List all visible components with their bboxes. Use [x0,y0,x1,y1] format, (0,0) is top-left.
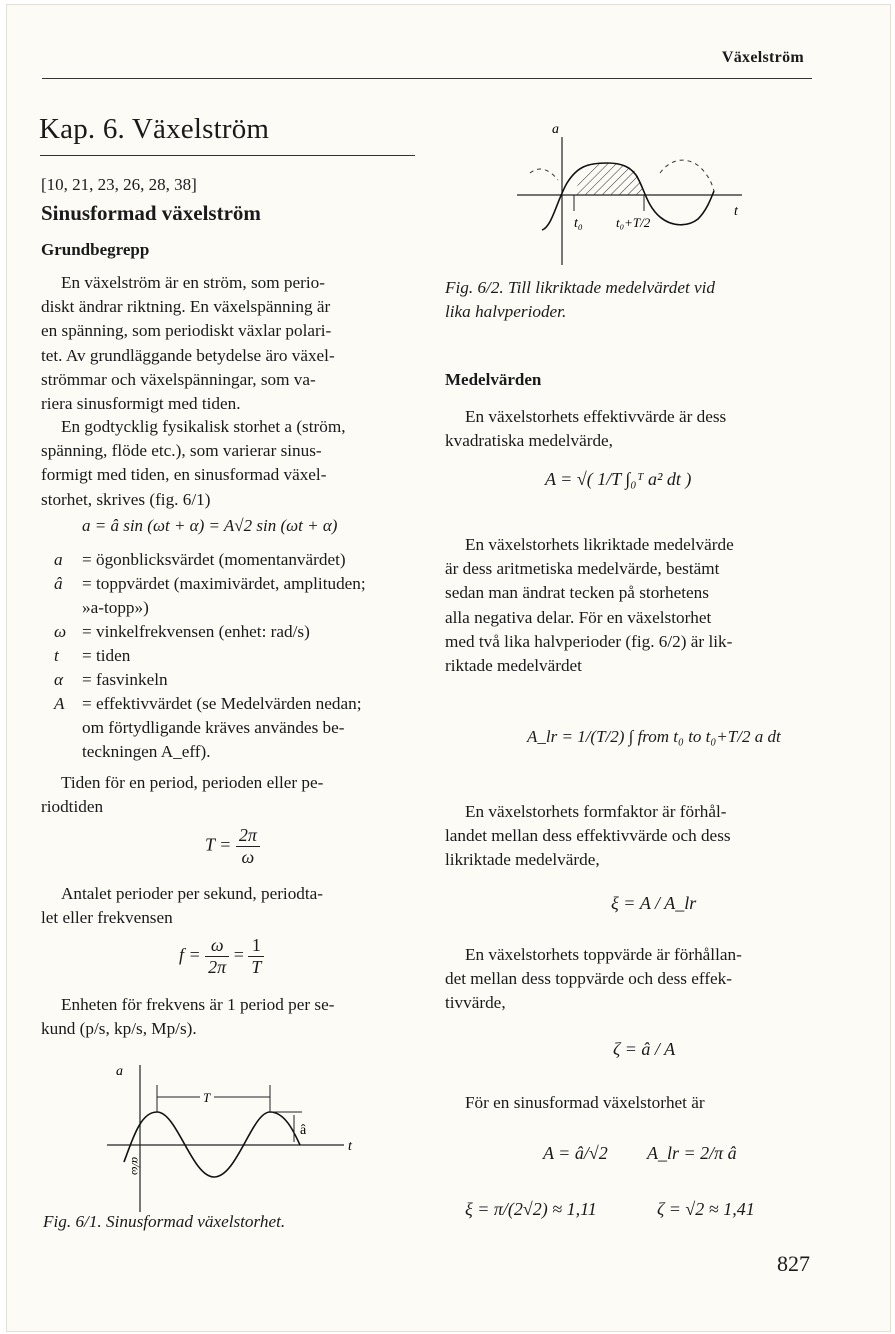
text-line: med två lika halvperioder (fig. 6/2) är lik- [445,631,733,651]
figure-sine-wave [102,1057,372,1212]
text-line: tivvärde, [445,993,506,1013]
references: [10, 21, 23, 26, 28, 38] [41,175,197,194]
formula-main: a = â sin (ωt + α) = A√2 sin (ωt + α) [82,516,338,535]
text-line: En växelstorhets effektivvärde är dess [465,407,727,426]
paragraph-quantity [41,415,413,512]
text-line: En växelstorhets toppvärde är förhållan- [465,945,742,964]
text-line: kund (p/s, kp/s, Mp/s). [41,1019,197,1039]
formula-rectified: A_lr = 1/(T/2) ∫ from t₀ to t₀+T/2 a dt [527,727,781,746]
fig2-hatched-area [574,163,644,195]
paragraph-form-factor [445,800,813,873]
header-rule [42,78,812,79]
subsection-heading: Grundbegrepp [41,240,150,259]
text-line: landet mellan dess effektivvärde och dess [445,826,731,846]
fig2-caption [445,276,825,324]
running-header: Växelström [721,49,804,66]
formula-crest-factor: ζ = â / A [613,1039,676,1059]
formula-form-factor: ξ = A / A_lr [611,893,697,913]
fig1-label-a: a [116,1064,123,1079]
page-number: 827 [777,1251,810,1276]
text-line: strömmar och växelspänningar, som va- [41,369,316,389]
paragraph-unit [41,993,413,1041]
glossary-row: â = toppvärdet (maximivärdet, amplituden; [54,574,366,593]
glossary-row: om förtydligande kräves användes be- [82,718,345,737]
fig2-label-t: t [734,204,738,219]
text-line: Enheten för frekvens är 1 period per se- [61,995,335,1014]
text-line: En växelstorhets formfaktor är förhål- [465,802,727,821]
formula-Alr-sinus: A_lr = 2/π â [647,1143,737,1163]
paragraph-effective [445,405,813,453]
fig2-dashed-curve [660,160,714,191]
paragraph-period [41,771,413,819]
text-line: kvadratiska medelvärde, [445,431,613,451]
chapter-rule [40,155,415,156]
fig2-caption-line: Fig. 6/2. Till likriktade medelvärdet vid [445,278,716,297]
formula-frequency: f = $\frac{\omega}{2\pi}$ = $\frac{1}{T}$ [179,935,264,978]
fig1-label-alpha-omega: α/ω [129,1157,143,1176]
fig1-label-t: t [348,1139,352,1154]
formula-A-sinus: A = â/√2 [543,1143,608,1163]
text-line: storhet, skrives (fig. 6/1) [41,489,211,509]
fig2-label-a: a [552,122,559,137]
formula-period: T = $\frac{2\pi}{\omega}$ [205,825,260,868]
text-line: En godtycklig fysikalisk storhet a (ström, [61,417,346,436]
sinus-line: För en sinusformad växelstorhet är [465,1093,705,1112]
formula-xi-sinus: ξ = π/(2√2) ≈ 1,11 [465,1199,597,1219]
glossary-row: ω = vinkelfrekvensen (enhet: rad/s) [54,622,310,641]
formula-zeta-sinus: ζ = √2 ≈ 1,41 [657,1199,755,1219]
fig2-caption-line: lika halvperioder. [445,302,567,321]
glossary-row: a = ögonblicksvärdet (momentanvärdet) [54,550,346,569]
text-line: är dess aritmetiska medelvärde, bestämt [445,559,720,579]
text-line: Tiden för en period, perioden eller pe- [61,773,324,792]
chapter-title: Kap. 6. Växelström [39,113,270,145]
paragraph-frequency [41,882,413,930]
fig1-label-T: T [203,1090,211,1105]
text-line: Antalet perioder per sekund, periodta- [61,884,324,903]
glossary-row: A = effektivvärdet (se Medelvärden nedan; [54,694,362,713]
text-line: diskt ändrar riktning. En växelspänning är [41,297,331,317]
text-line: alla negativa delar. För en växelstorhet [445,607,712,627]
text-line: let eller frekvensen [41,908,173,928]
text-line: riera sinusformigt med tiden. [41,394,241,414]
text-line: spänning, flöde etc.), som varierar sinus- [41,441,322,461]
fig1-label-ahat: â [300,1123,307,1138]
text-line: En växelstorhets likriktade medelvärde [465,535,734,554]
paragraph-crest-factor [445,943,813,1016]
section-heading: Sinusformad växelström [41,201,261,225]
glossary-row: teckningen A_eff). [82,742,211,761]
text-line: formigt med tiden, en sinusformad växel- [41,465,327,485]
right-heading: Medelvärden [445,370,542,389]
glossary-row: α = fasvinkeln [54,670,168,689]
text-line: sedan man ändrat tecken på storhetens [445,583,709,603]
book-page [6,4,891,1332]
text-line: riktade medelvärdet [445,656,582,676]
text-line: en spänning, som periodiskt växlar polari- [41,321,332,341]
paragraph-definition [41,271,413,416]
text-line: riodtiden [41,797,104,817]
glossary-row: t = tiden [54,646,131,665]
glossary-row: »a-topp») [82,598,149,617]
figure-rectified-mean [512,115,762,265]
text-line: En växelström är en ström, som perio- [61,273,325,292]
text-line: det mellan dess toppvärde och dess effek- [445,969,733,989]
paragraph-rectified [445,533,813,678]
fig2-label-t0: t₀ [574,216,583,231]
fig2-label-t0T2: t₀+T/2 [616,215,651,230]
fig1-caption: Fig. 6/1. Sinusformad växelstorhet. [43,1212,286,1231]
text-line: tet. Av grundläggande betydelse äro växel- [41,345,335,365]
formula-effective: A = √( 1/T ∫₀ᵀ a² dt ) [545,469,692,489]
fig2-dashed-curve [530,169,558,180]
text-line: likriktade medelvärde, [445,850,600,870]
